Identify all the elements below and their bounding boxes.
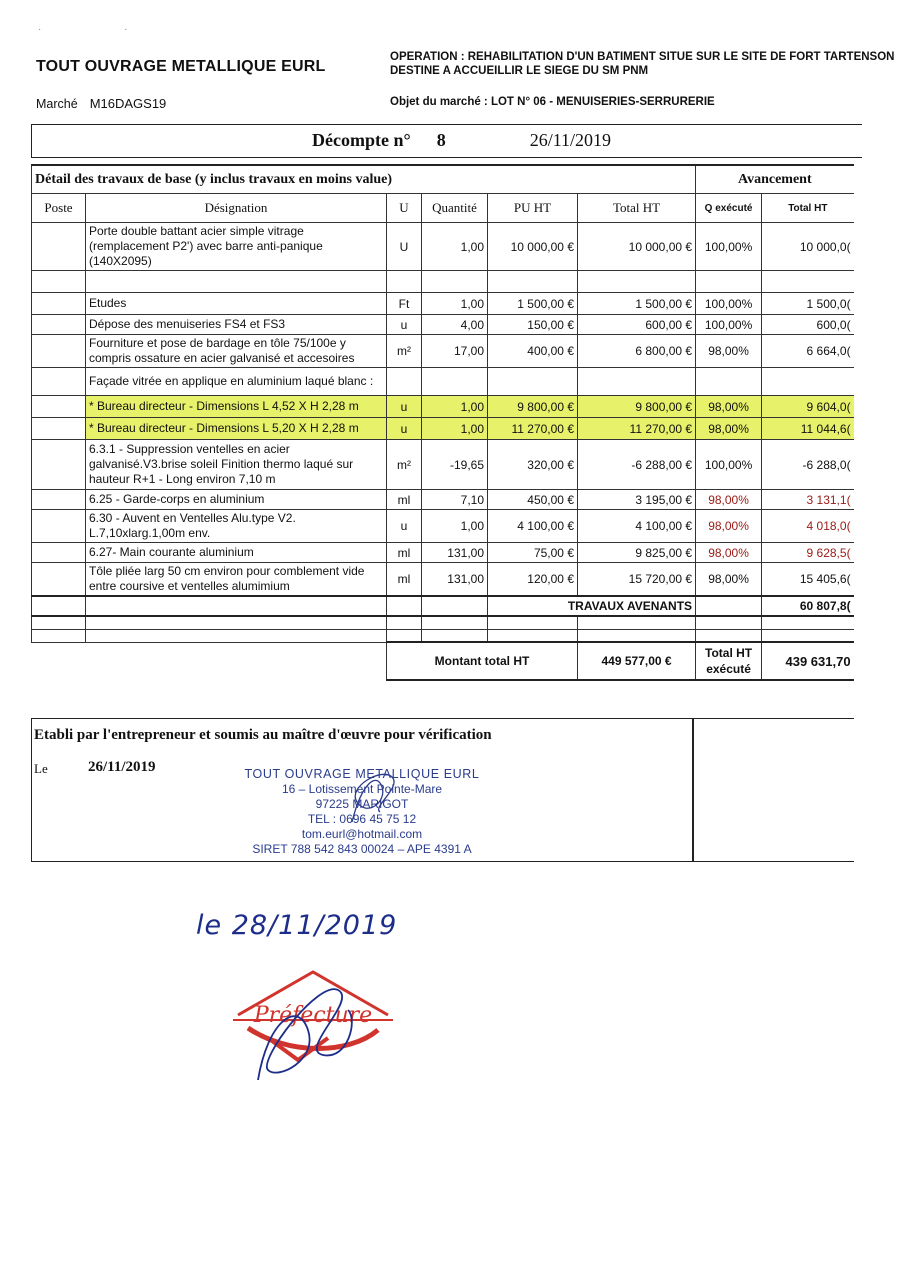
unit-cell: u xyxy=(387,396,422,418)
table-row xyxy=(32,543,854,563)
designation-cell: 6.3.1 - Suppression ventelles en acier galvanisé.V3.brise soleil Finition thermo laqué sur hauteur R+1 - Long environ 7,10 m xyxy=(86,440,387,490)
pu-ht-cell: 9 800,00 € xyxy=(488,396,578,418)
decompte-date: 26/11/2019 xyxy=(529,130,612,150)
marche xyxy=(36,96,166,111)
total-execute-cell: 600,0( xyxy=(762,315,854,335)
column-header-row xyxy=(32,194,854,223)
marche-label: Marché xyxy=(36,97,78,111)
total-execute-cell: 10 000,0( xyxy=(762,223,854,271)
poste-cell xyxy=(32,293,86,315)
total-execute-label-2: exécuté xyxy=(706,662,751,676)
total-execute-label-1: Total HT xyxy=(705,646,753,660)
stamp-line: 16 – Lotissement Pointe-Mare xyxy=(281,782,443,796)
etabli-box xyxy=(31,718,854,862)
designation-cell: Façade vitrée en applique en aluminium laqué blanc : xyxy=(86,368,387,396)
pu-ht-cell: 10 000,00 € xyxy=(488,223,578,271)
pu-ht-cell: 450,00 € xyxy=(488,490,578,510)
marche-code: M16DAGS19 xyxy=(89,96,167,111)
unit-cell xyxy=(387,271,422,293)
unit-cell: Ft xyxy=(387,293,422,315)
col-q-execute: Q exécuté xyxy=(696,194,762,223)
q-execute-cell: 100,00% xyxy=(696,315,762,335)
quantity-cell: -19,65 xyxy=(422,440,488,490)
col-poste: Poste xyxy=(32,194,86,223)
montant-total-label: Montant total HT xyxy=(387,642,578,680)
poste-cell xyxy=(32,440,86,490)
q-execute-cell xyxy=(696,368,762,396)
le-date: 26/11/2019 xyxy=(88,759,156,775)
q-execute-cell: 98,00% xyxy=(696,490,762,510)
table-row xyxy=(32,271,854,293)
table-row xyxy=(32,418,854,440)
pu-ht-cell: 11 270,00 € xyxy=(488,418,578,440)
q-execute-cell: 98,00% xyxy=(696,510,762,543)
table-row xyxy=(32,315,854,335)
decompte-box xyxy=(31,124,862,158)
table-row xyxy=(32,293,854,315)
total-ht-cell: 9 825,00 € xyxy=(578,543,696,563)
poste-cell xyxy=(32,510,86,543)
total-ht-cell: -6 288,00 € xyxy=(578,440,696,490)
montant-total-row xyxy=(32,642,854,680)
total-ht-cell xyxy=(578,368,696,396)
designation-cell: Dépose des menuiseries FS4 et FS3 xyxy=(86,315,387,335)
table-row xyxy=(32,335,854,368)
designation-cell: * Bureau directeur - Dimensions L 4,52 X H 2,28 m xyxy=(86,396,387,418)
travaux-avenants-label: TRAVAUX AVENANTS xyxy=(488,596,696,616)
pu-ht-cell xyxy=(488,368,578,396)
unit-cell: u xyxy=(387,510,422,543)
total-ht-cell: 600,00 € xyxy=(578,315,696,335)
poste-cell xyxy=(32,563,86,597)
quantity-cell: 1,00 xyxy=(422,223,488,271)
quantity-cell: 131,00 xyxy=(422,543,488,563)
total-execute-cell: -6 288,0( xyxy=(762,440,854,490)
total-ht-cell: 10 000,00 € xyxy=(578,223,696,271)
decompte-title xyxy=(312,130,611,151)
q-execute-cell: 98,00% xyxy=(696,335,762,368)
stamp-line: TEL : 0696 45 75 12 xyxy=(307,812,417,826)
unit-cell: m² xyxy=(387,440,422,490)
table-row xyxy=(32,563,854,597)
company-stamp xyxy=(237,767,487,857)
pu-ht-cell: 4 100,00 € xyxy=(488,510,578,543)
poste-cell xyxy=(32,490,86,510)
designation-cell: Etudes xyxy=(86,293,387,315)
designation-cell: Fourniture et pose de bardage en tôle 75/100e y compris ossature en acier galvanisé et accesoires xyxy=(86,335,387,368)
signature-scribble xyxy=(322,762,412,832)
q-execute-cell: 98,00% xyxy=(696,396,762,418)
designation-cell: 6.25 - Garde-corps en aluminium xyxy=(86,490,387,510)
total-execute-cell: 9 628,5( xyxy=(762,543,854,563)
decompte-number: 8 xyxy=(436,130,446,150)
poste-cell xyxy=(32,271,86,293)
q-execute-cell: 98,00% xyxy=(696,563,762,597)
total-execute-cell: 9 604,0( xyxy=(762,396,854,418)
q-execute-cell xyxy=(696,271,762,293)
col-total-ht: Total HT xyxy=(578,194,696,223)
col-designation: Désignation xyxy=(86,194,387,223)
total-execute-label xyxy=(696,642,762,680)
total-execute-cell: 1 500,0( xyxy=(762,293,854,315)
unit-cell: ml xyxy=(387,563,422,597)
pu-ht-cell xyxy=(488,271,578,293)
col-pu-ht: PU HT xyxy=(488,194,578,223)
stamp-text: Préfecture xyxy=(253,1003,373,1028)
total-execute-cell xyxy=(762,271,854,293)
quantity-cell: 131,00 xyxy=(422,563,488,597)
poste-cell xyxy=(32,223,86,271)
etabli-divider xyxy=(692,719,694,861)
poste-cell xyxy=(32,543,86,563)
avancement-header: Avancement xyxy=(696,165,854,194)
designation-cell: Tôle pliée larg 50 cm environ pour comblement vide entre coursive et ventelles alumimium xyxy=(86,563,387,597)
travaux-avenants-row xyxy=(32,596,854,616)
quantity-cell: 1,00 xyxy=(422,418,488,440)
quantity-cell: 4,00 xyxy=(422,315,488,335)
poste-cell xyxy=(32,315,86,335)
table-row xyxy=(32,396,854,418)
operation-title xyxy=(390,50,894,78)
q-execute-cell: 100,00% xyxy=(696,293,762,315)
designation-cell: 6.30 - Auvent en Ventelles Alu.type V2. L.7,10xlarg.1,00m env. xyxy=(86,510,387,543)
total-ht-cell: 4 100,00 € xyxy=(578,510,696,543)
table-row xyxy=(32,440,854,490)
table-row xyxy=(32,368,854,396)
works-table xyxy=(31,164,854,681)
company-name: TOUT OUVRAGE METALLIQUE EURL xyxy=(36,58,326,75)
stamp-line: TOUT OUVRAGE METALLIQUE EURL xyxy=(244,767,480,781)
designation-cell: 6.27- Main courante aluminium xyxy=(86,543,387,563)
montant-total-value: 449 577,00 € xyxy=(578,642,696,680)
col-unit: U xyxy=(387,194,422,223)
total-ht-cell: 1 500,00 € xyxy=(578,293,696,315)
pu-ht-cell: 1 500,00 € xyxy=(488,293,578,315)
operation-line-1: OPERATION : REHABILITATION D'UN BATIMENT SITUE SUR LE SITE DE FORT TARTENSON xyxy=(390,51,895,63)
poste-cell xyxy=(32,368,86,396)
total-execute-cell: 4 018,0( xyxy=(762,510,854,543)
pu-ht-cell: 75,00 € xyxy=(488,543,578,563)
quantity-cell xyxy=(422,368,488,396)
table-row xyxy=(32,510,854,543)
designation-cell: Porte double battant acier simple vitrage (remplacement P2') avec barre anti-panique (140X2095) xyxy=(86,223,387,271)
travaux-avenants-value: 60 807,8( xyxy=(762,596,854,616)
empty-row xyxy=(32,629,854,642)
unit-cell: ml xyxy=(387,490,422,510)
scan-marks: · · xyxy=(38,24,168,35)
poste-cell xyxy=(32,418,86,440)
unit-cell: ml xyxy=(387,543,422,563)
total-execute-value: 439 631,70 xyxy=(762,642,854,680)
etabli-text: Etabli par l'entrepreneur et soumis au maître d'œuvre pour vérification xyxy=(34,727,492,743)
designation-cell xyxy=(86,271,387,293)
unit-cell xyxy=(387,368,422,396)
table-section-header xyxy=(32,165,854,194)
q-execute-cell: 98,00% xyxy=(696,418,762,440)
q-execute-cell: 98,00% xyxy=(696,543,762,563)
total-execute-cell: 15 405,6( xyxy=(762,563,854,597)
operation-line-2: DESTINE A ACCUEILLIR LE SIEGE DU SM PNM xyxy=(390,65,649,77)
table-row xyxy=(32,490,854,510)
designation-cell: * Bureau directeur - Dimensions L 5,20 X H 2,28 m xyxy=(86,418,387,440)
pu-ht-cell: 150,00 € xyxy=(488,315,578,335)
total-ht-cell: 15 720,00 € xyxy=(578,563,696,597)
unit-cell: U xyxy=(387,223,422,271)
total-ht-cell: 11 270,00 € xyxy=(578,418,696,440)
quantity-cell: 1,00 xyxy=(422,396,488,418)
stamp-line: tom.eurl@hotmail.com xyxy=(301,827,423,841)
q-execute-cell: 100,00% xyxy=(696,440,762,490)
stamp-line: SIRET 788 542 843 00024 – APE 4391 A xyxy=(252,842,472,856)
col-quantity: Quantité xyxy=(422,194,488,223)
pu-ht-cell: 400,00 € xyxy=(488,335,578,368)
total-execute-cell: 3 131,1( xyxy=(762,490,854,510)
pu-ht-cell: 120,00 € xyxy=(488,563,578,597)
objet-marche: Objet du marché : LOT N° 06 - MENUISERIES-SERRURERIE xyxy=(390,96,715,108)
stamp-line: 97225 MARIGOT xyxy=(315,797,409,811)
unit-cell: u xyxy=(387,418,422,440)
unit-cell: m² xyxy=(387,335,422,368)
table-row xyxy=(32,223,854,271)
le-label: Le xyxy=(34,761,48,776)
decompte-label: Décompte n° xyxy=(312,130,411,150)
poste-cell xyxy=(32,335,86,368)
q-execute-cell: 100,00% xyxy=(696,223,762,271)
quantity-cell: 17,00 xyxy=(422,335,488,368)
poste-cell xyxy=(32,396,86,418)
total-ht-cell: 3 195,00 € xyxy=(578,490,696,510)
quantity-cell xyxy=(422,271,488,293)
empty-row xyxy=(32,616,854,629)
section-title: Détail des travaux de base (y inclus travaux en moins value) xyxy=(32,165,696,194)
prefecture-stamp-signature xyxy=(228,960,398,1095)
handwritten-date: le 28/11/2019 xyxy=(196,910,398,941)
quantity-cell: 7,10 xyxy=(422,490,488,510)
pu-ht-cell: 320,00 € xyxy=(488,440,578,490)
total-execute-cell xyxy=(762,368,854,396)
total-execute-cell: 11 044,6( xyxy=(762,418,854,440)
total-execute-cell: 6 664,0( xyxy=(762,335,854,368)
total-ht-cell xyxy=(578,271,696,293)
quantity-cell: 1,00 xyxy=(422,293,488,315)
unit-cell: u xyxy=(387,315,422,335)
total-ht-cell: 9 800,00 € xyxy=(578,396,696,418)
col-total-execute: Total HT xyxy=(762,194,854,223)
quantity-cell: 1,00 xyxy=(422,510,488,543)
total-ht-cell: 6 800,00 € xyxy=(578,335,696,368)
